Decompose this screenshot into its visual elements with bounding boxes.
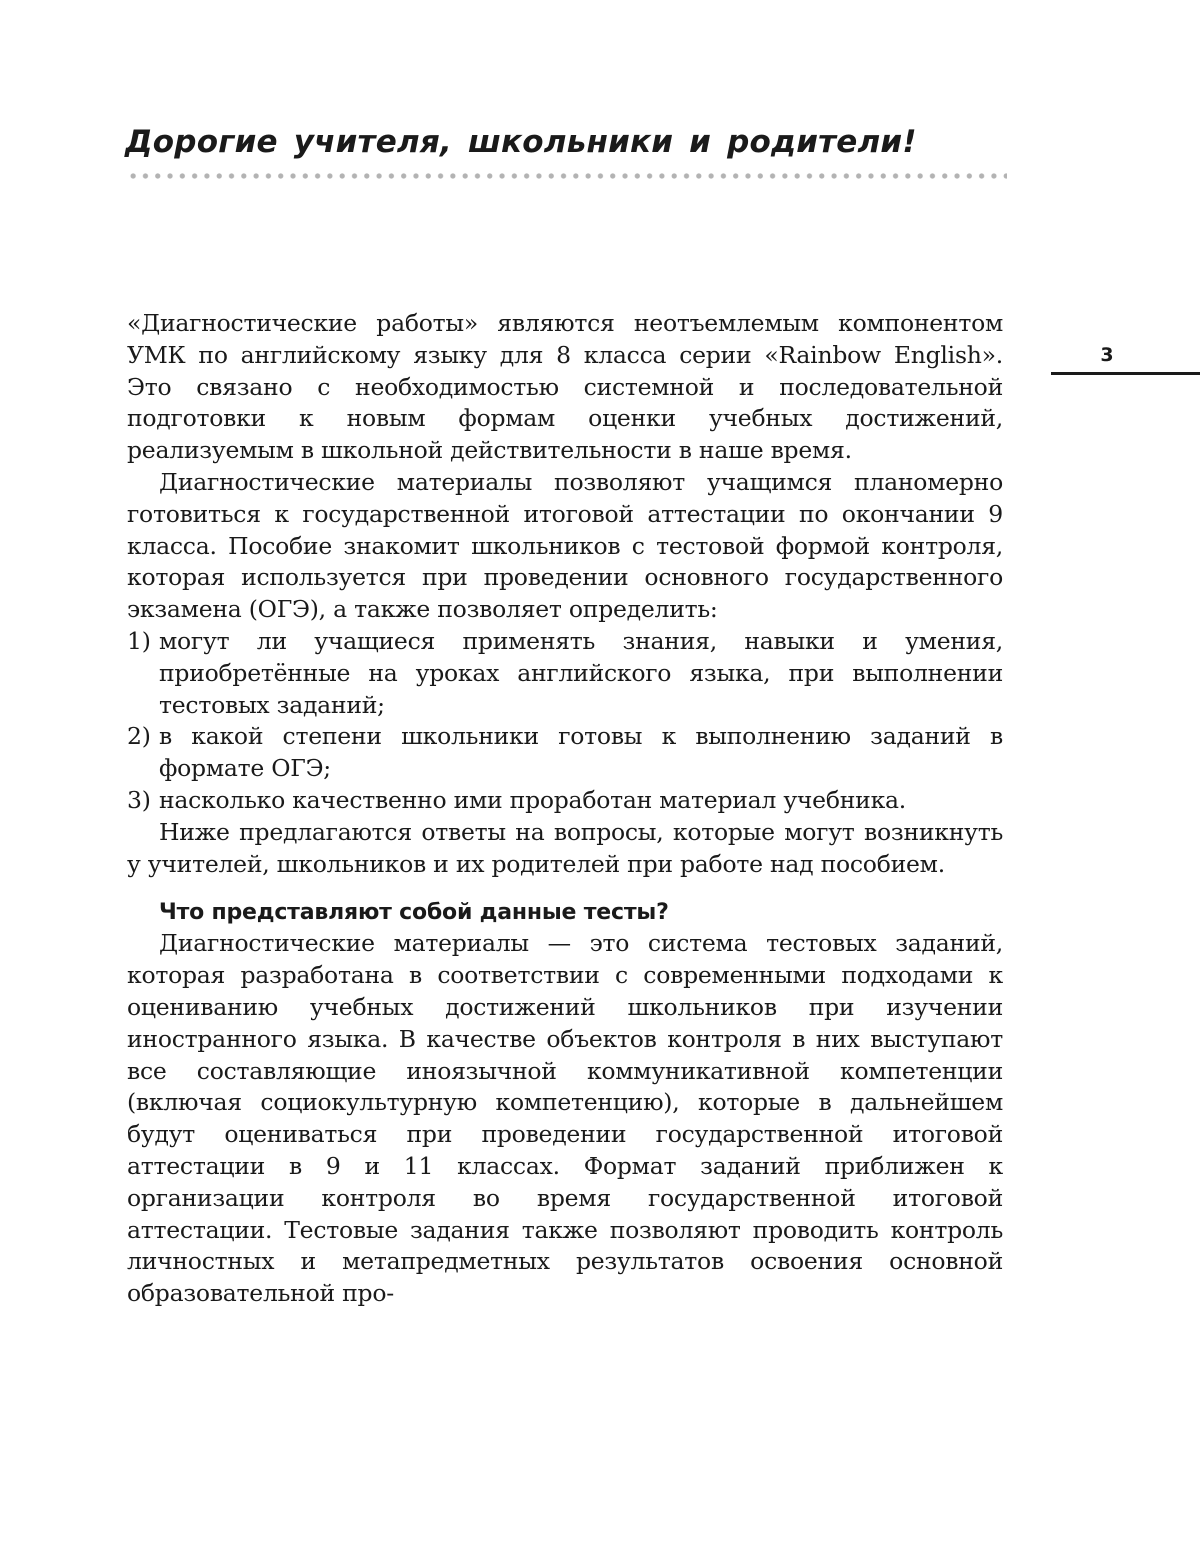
- intro-paragraph-3: Ниже предлагаются ответы на вопросы, которые могут возникнуть у учителей, школьников и их родителей при работе над пособием.: [127, 817, 1003, 878]
- list-item-number: 2): [127, 722, 151, 751]
- list-item-text: в какой степени школьники готовы к выполнению заданий в формате ОГЭ;: [159, 722, 1003, 783]
- page-number: 3: [1100, 344, 1114, 366]
- page-title: Дорогие учителя, школьники и родители!: [125, 124, 917, 160]
- list-item-number: 1): [127, 626, 151, 655]
- intro-paragraph-2: Диагностические материалы позволяют учащимся планомерно готовиться к государственной итоговой аттестации по окончании 9 класса. Пособие знакомит школьников с тестовой формой контроля, которая используется при проведении основного государственного экзамена (ОГЭ), а также позволяет определить:: [127, 467, 1003, 624]
- list-item: [127, 626, 1003, 721]
- section-heading: Что представляют собой данные тесты?: [159, 900, 669, 926]
- section-paragraph: Диагностические материалы — это система тестовых заданий, которая разработана в соответствии с современными подходами к оцениванию учебных достижений школьников при изучении иностранного языка. В качестве объектов контроля в них выступают все составляющие иноязычной коммуникативной компетенции (включая социокультурную компетенцию), которые в дальнейшем будут оцениваться при проведении государственной итоговой аттестации в 9 и 11 классах. Формат заданий приближен к организации контроля во время государственной итоговой аттестации. Тестовые задания также позволяют проводить контроль личностных и метапредметных результатов освоения основной образовательной про-: [127, 929, 1003, 1308]
- dotted-divider: [127, 172, 1007, 180]
- list-item-text: насколько качественно ими проработан материал учебника.: [159, 785, 906, 814]
- list-item: [127, 721, 1003, 785]
- list-item-text: могут ли учащиеся применять знания, навыки и умения, приобретённые на уроках английского языка, при выполнении тестовых заданий;: [159, 626, 1003, 719]
- intro-paragraph-1: «Диагностические работы» являются неотъемлемым компонентом УМК по английскому языку для 8 класса серии «Rainbow English». Это связано с необходимостью системной и последовательной подготовки к новым формам оценки учебных достижений, реализуемым в школьной действительности в наше время.: [127, 309, 1003, 465]
- list-item: [127, 785, 1003, 817]
- body-text: [127, 308, 1003, 1310]
- page-number-rule: [1051, 372, 1200, 375]
- intro-list: [127, 626, 1003, 817]
- list-item-number: 3): [127, 785, 151, 814]
